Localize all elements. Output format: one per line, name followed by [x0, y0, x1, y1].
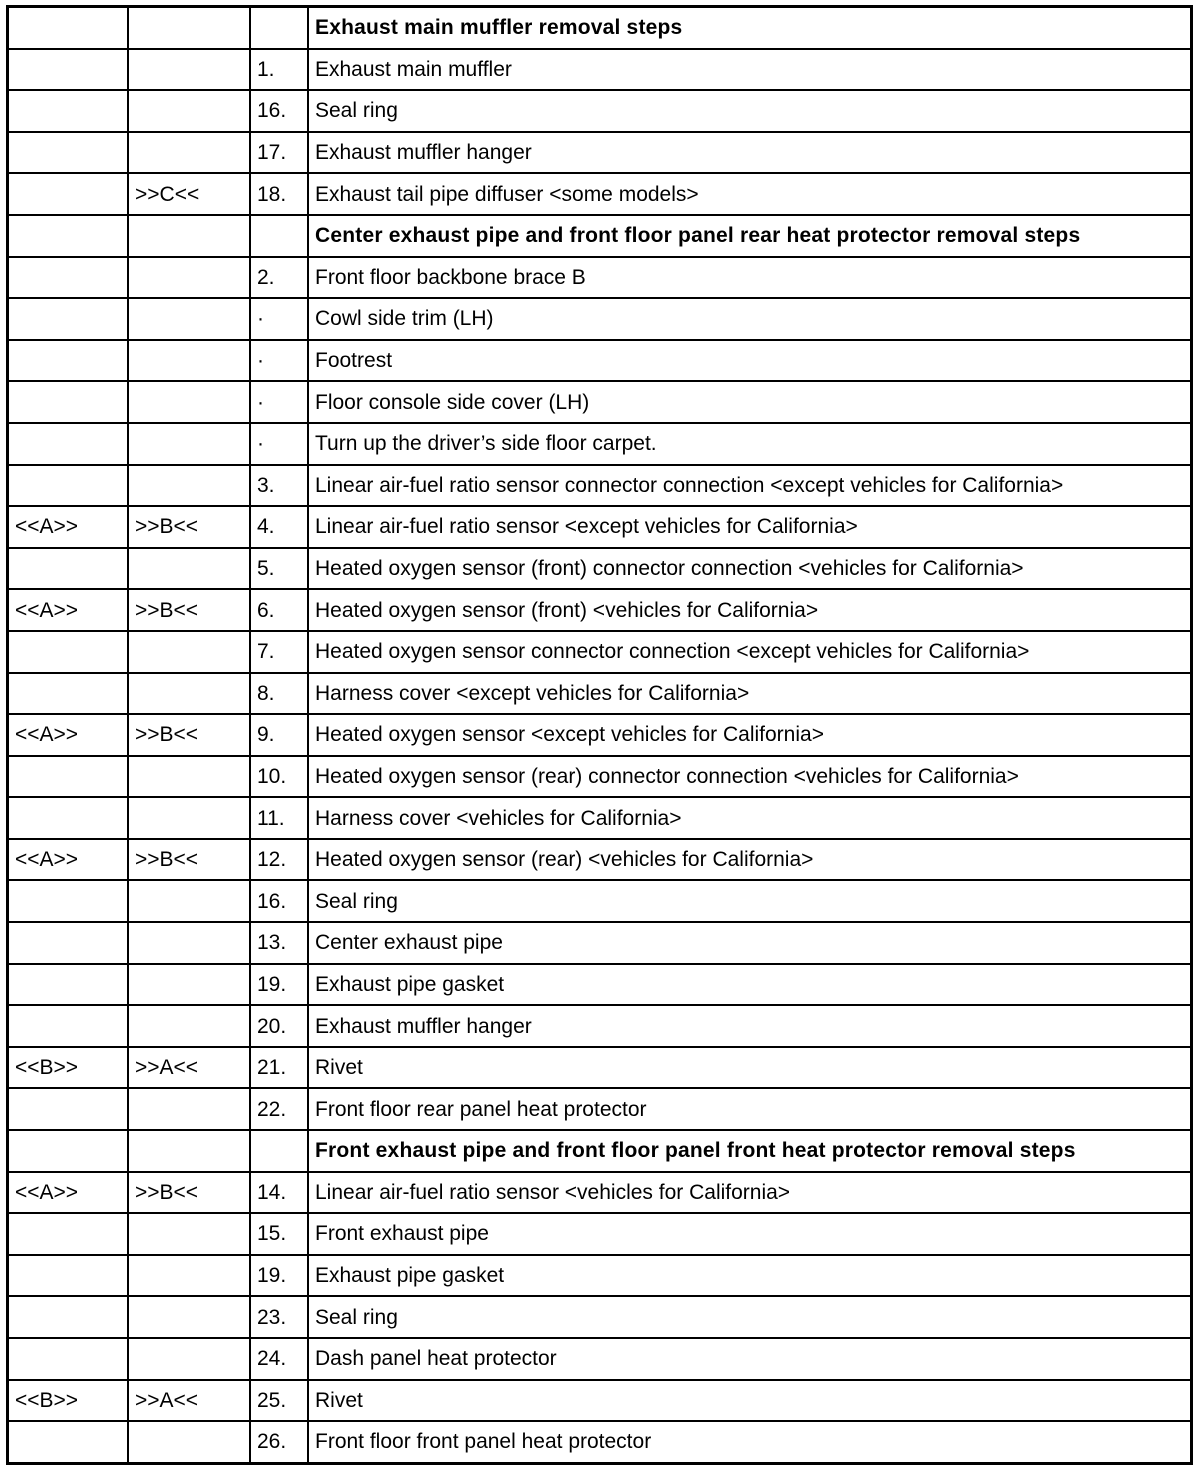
marker-first-cell: [8, 7, 129, 49]
marker-first-cell: [8, 340, 129, 382]
description-cell: Front floor backbone brace B: [308, 257, 1192, 299]
marker-second-cell: [128, 132, 250, 174]
marker-second-cell: [128, 880, 250, 922]
description-cell: Footrest: [308, 340, 1192, 382]
description-cell: Exhaust pipe gasket: [308, 964, 1192, 1006]
step-number-cell: 5.: [250, 548, 308, 590]
description-cell: Exhaust main muffler: [308, 49, 1192, 91]
marker-second-cell: >>A<<: [128, 1047, 250, 1089]
section-header-row: [8, 1130, 1192, 1172]
description-cell: Heated oxygen sensor (rear) connector connection <vehicles for California>: [308, 756, 1192, 798]
step-row: [8, 1380, 1192, 1422]
marker-first-cell: [8, 756, 129, 798]
step-row: [8, 714, 1192, 756]
description-cell: Center exhaust pipe: [308, 922, 1192, 964]
description-cell: Exhaust tail pipe diffuser <some models>: [308, 173, 1192, 215]
step-number-cell: 23.: [250, 1296, 308, 1338]
step-number-cell: 16.: [250, 90, 308, 132]
step-number-cell: 12.: [250, 839, 308, 881]
step-row: [8, 964, 1192, 1006]
marker-second-cell: [128, 465, 250, 507]
step-row: [8, 631, 1192, 673]
step-number-cell: 21.: [250, 1047, 308, 1089]
step-number-cell: 25.: [250, 1380, 308, 1422]
description-cell: Linear air-fuel ratio sensor connector connection <except vehicles for California>: [308, 465, 1192, 507]
marker-first-cell: [8, 673, 129, 715]
marker-second-cell: [128, 423, 250, 465]
step-row: [8, 1088, 1192, 1130]
step-number-cell: 6.: [250, 589, 308, 631]
step-row: [8, 257, 1192, 299]
description-cell: Heated oxygen sensor <except vehicles for California>: [308, 714, 1192, 756]
marker-second-cell: [128, 1421, 250, 1463]
step-row: [8, 465, 1192, 507]
step-row: [8, 880, 1192, 922]
marker-first-cell: [8, 298, 129, 340]
description-cell: Floor console side cover (LH): [308, 381, 1192, 423]
step-row: [8, 1213, 1192, 1255]
marker-first-cell: [8, 1005, 129, 1047]
step-row: [8, 173, 1192, 215]
step-number-cell: 22.: [250, 1088, 308, 1130]
marker-second-cell: >>B<<: [128, 506, 250, 548]
step-number-cell: [250, 215, 308, 257]
step-row: [8, 132, 1192, 174]
marker-first-cell: [8, 1255, 129, 1297]
marker-first-cell: [8, 90, 129, 132]
marker-second-cell: [128, 673, 250, 715]
marker-second-cell: >>B<<: [128, 589, 250, 631]
step-row: [8, 756, 1192, 798]
description-cell: Heated oxygen sensor (rear) <vehicles for California>: [308, 839, 1192, 881]
description-cell: Front floor front panel heat protector: [308, 1421, 1192, 1463]
step-number-cell: 2.: [250, 257, 308, 299]
description-cell: Harness cover <except vehicles for California>: [308, 673, 1192, 715]
step-number-cell: ·: [250, 423, 308, 465]
description-cell: Heated oxygen sensor (front) connector connection <vehicles for California>: [308, 548, 1192, 590]
description-cell: Front exhaust pipe and front floor panel front heat protector removal steps: [308, 1130, 1192, 1172]
step-number-cell: 3.: [250, 465, 308, 507]
step-row: [8, 49, 1192, 91]
marker-first-cell: <<B>>: [8, 1380, 129, 1422]
step-row: [8, 1338, 1192, 1380]
marker-second-cell: >>B<<: [128, 1172, 250, 1214]
marker-second-cell: [128, 381, 250, 423]
description-cell: Seal ring: [308, 90, 1192, 132]
marker-second-cell: [128, 298, 250, 340]
step-number-cell: 7.: [250, 631, 308, 673]
step-number-cell: ·: [250, 381, 308, 423]
marker-second-cell: [128, 215, 250, 257]
step-row: [8, 589, 1192, 631]
step-number-cell: [250, 1130, 308, 1172]
marker-first-cell: <<A>>: [8, 506, 129, 548]
marker-first-cell: [8, 1213, 129, 1255]
marker-first-cell: [8, 381, 129, 423]
description-cell: Linear air-fuel ratio sensor <vehicles for California>: [308, 1172, 1192, 1214]
step-number-cell: 19.: [250, 964, 308, 1006]
step-number-cell: 26.: [250, 1421, 308, 1463]
step-number-cell: 24.: [250, 1338, 308, 1380]
step-row: [8, 839, 1192, 881]
marker-first-cell: [8, 1130, 129, 1172]
marker-second-cell: [128, 340, 250, 382]
step-row: [8, 298, 1192, 340]
marker-second-cell: [128, 1005, 250, 1047]
marker-first-cell: [8, 631, 129, 673]
removal-steps-table: [6, 5, 1193, 1465]
marker-second-cell: [128, 1255, 250, 1297]
step-number-cell: 17.: [250, 132, 308, 174]
marker-first-cell: [8, 49, 129, 91]
marker-second-cell: >>A<<: [128, 1380, 250, 1422]
marker-second-cell: [128, 922, 250, 964]
marker-first-cell: <<A>>: [8, 714, 129, 756]
description-cell: Heated oxygen sensor (front) <vehicles for California>: [308, 589, 1192, 631]
removal-steps-table-body: [8, 7, 1192, 1464]
marker-first-cell: [8, 215, 129, 257]
marker-first-cell: <<A>>: [8, 839, 129, 881]
step-number-cell: 18.: [250, 173, 308, 215]
description-cell: Center exhaust pipe and front floor panel rear heat protector removal steps: [308, 215, 1192, 257]
description-cell: Heated oxygen sensor connector connection <except vehicles for California>: [308, 631, 1192, 673]
step-row: [8, 1172, 1192, 1214]
step-row: [8, 797, 1192, 839]
marker-second-cell: [128, 90, 250, 132]
step-row: [8, 1296, 1192, 1338]
description-cell: Linear air-fuel ratio sensor <except vehicles for California>: [308, 506, 1192, 548]
step-row: [8, 922, 1192, 964]
step-number-cell: 16.: [250, 880, 308, 922]
step-number-cell: 15.: [250, 1213, 308, 1255]
step-row: [8, 673, 1192, 715]
marker-first-cell: [8, 465, 129, 507]
marker-second-cell: [128, 797, 250, 839]
marker-first-cell: [8, 964, 129, 1006]
step-row: [8, 90, 1192, 132]
step-number-cell: 1.: [250, 49, 308, 91]
description-cell: Front floor rear panel heat protector: [308, 1088, 1192, 1130]
step-row: [8, 1047, 1192, 1089]
marker-second-cell: [128, 1296, 250, 1338]
description-cell: Exhaust muffler hanger: [308, 1005, 1192, 1047]
description-cell: Harness cover <vehicles for California>: [308, 797, 1192, 839]
description-cell: Exhaust pipe gasket: [308, 1255, 1192, 1297]
marker-first-cell: [8, 423, 129, 465]
step-number-cell: 19.: [250, 1255, 308, 1297]
description-cell: Cowl side trim (LH): [308, 298, 1192, 340]
marker-first-cell: [8, 548, 129, 590]
step-number-cell: ·: [250, 340, 308, 382]
step-number-cell: 20.: [250, 1005, 308, 1047]
step-row: [8, 548, 1192, 590]
marker-second-cell: [128, 756, 250, 798]
marker-first-cell: [8, 880, 129, 922]
description-cell: Exhaust main muffler removal steps: [308, 7, 1192, 49]
marker-second-cell: >>C<<: [128, 173, 250, 215]
marker-first-cell: <<B>>: [8, 1047, 129, 1089]
marker-second-cell: >>B<<: [128, 839, 250, 881]
description-cell: Exhaust muffler hanger: [308, 132, 1192, 174]
step-row: [8, 423, 1192, 465]
description-cell: Turn up the driver’s side floor carpet.: [308, 423, 1192, 465]
description-cell: Seal ring: [308, 1296, 1192, 1338]
marker-first-cell: [8, 922, 129, 964]
marker-first-cell: [8, 1088, 129, 1130]
step-number-cell: 14.: [250, 1172, 308, 1214]
step-row: [8, 1255, 1192, 1297]
step-number-cell: 13.: [250, 922, 308, 964]
description-cell: Rivet: [308, 1380, 1192, 1422]
marker-first-cell: [8, 173, 129, 215]
step-number-cell: ·: [250, 298, 308, 340]
marker-second-cell: [128, 49, 250, 91]
step-number-cell: 10.: [250, 756, 308, 798]
step-number-cell: 8.: [250, 673, 308, 715]
marker-first-cell: [8, 1296, 129, 1338]
marker-first-cell: <<A>>: [8, 1172, 129, 1214]
marker-first-cell: [8, 797, 129, 839]
description-cell: Rivet: [308, 1047, 1192, 1089]
step-row: [8, 1005, 1192, 1047]
marker-first-cell: [8, 257, 129, 299]
marker-second-cell: [128, 1088, 250, 1130]
marker-first-cell: [8, 1338, 129, 1380]
marker-second-cell: [128, 964, 250, 1006]
step-number-cell: 4.: [250, 506, 308, 548]
section-header-row: [8, 215, 1192, 257]
step-row: [8, 340, 1192, 382]
marker-second-cell: [128, 1338, 250, 1380]
marker-second-cell: [128, 548, 250, 590]
marker-second-cell: [128, 631, 250, 673]
step-number-cell: 9.: [250, 714, 308, 756]
description-cell: Front exhaust pipe: [308, 1213, 1192, 1255]
step-row: [8, 381, 1192, 423]
description-cell: Seal ring: [308, 880, 1192, 922]
step-number-cell: 11.: [250, 797, 308, 839]
marker-second-cell: [128, 7, 250, 49]
marker-first-cell: <<A>>: [8, 589, 129, 631]
description-cell: Dash panel heat protector: [308, 1338, 1192, 1380]
step-number-cell: [250, 7, 308, 49]
marker-second-cell: [128, 257, 250, 299]
marker-second-cell: >>B<<: [128, 714, 250, 756]
step-row: [8, 506, 1192, 548]
section-header-row: [8, 7, 1192, 49]
step-row: [8, 1421, 1192, 1463]
marker-second-cell: [128, 1213, 250, 1255]
marker-first-cell: [8, 132, 129, 174]
marker-first-cell: [8, 1421, 129, 1463]
marker-second-cell: [128, 1130, 250, 1172]
